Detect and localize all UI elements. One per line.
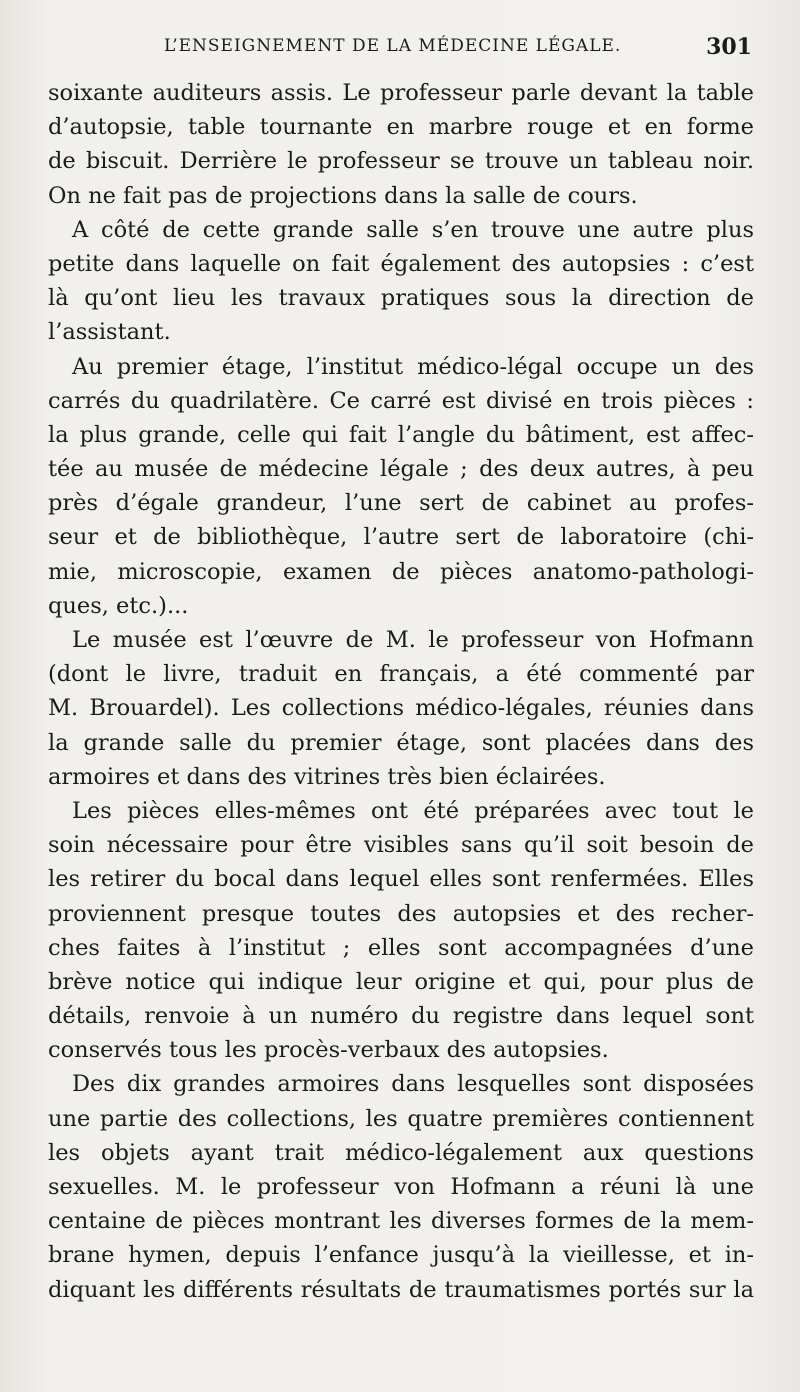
text-line: sexuelles. M. le professeur von Hofmann a réuni là une <box>48 1174 754 1200</box>
text-line: petite dans laquelle on fait également des autopsies : c’est <box>48 250 754 277</box>
paragraph <box>48 350 754 624</box>
text-line: Les pièces elles-mêmes ont été préparées avec tout le <box>72 797 754 824</box>
text-line: seur et de bibliothèque, l’autre sert de laboratoire (chi- <box>48 524 754 551</box>
text-line: l’assistant. <box>48 319 171 346</box>
text-line: détails, renvoie à un numéro du registre dans lequel sont <box>48 1003 754 1030</box>
body-text <box>48 76 754 1307</box>
running-head: L’ENSEIGNEMENT DE LA MÉDECINE LÉGALE. <box>164 36 622 56</box>
text-line: ques, etc.)... <box>48 592 189 619</box>
text-line: carrés du quadrilatère. Ce carré est divisé en trois pièces : <box>48 387 754 414</box>
text-line: conservés tous les procès-verbaux des autopsies. <box>48 1037 609 1064</box>
text-line: Des dix grandes armoires dans lesquelles sont disposées <box>72 1071 754 1098</box>
paragraph <box>48 1067 754 1306</box>
text-line: Au premier étage, l’institut médico-légal occupe un des <box>72 353 754 380</box>
text-line: près d’égale grandeur, l’une sert de cabinet au profes- <box>48 490 754 517</box>
paragraph <box>48 76 754 213</box>
paragraph <box>48 794 754 1068</box>
text-line: centaine de pièces montrant les diverses formes de la mem- <box>48 1208 754 1235</box>
text-line: brève notice qui indique leur origine et qui, pour plus de <box>48 968 754 995</box>
text-line: la grande salle du premier étage, sont placées dans des <box>48 729 754 756</box>
text-line: M. Brouardel). Les collections médico-légales, réunies dans <box>48 695 754 722</box>
text-line: (dont le livre, traduit en français, a été commenté par <box>48 661 754 688</box>
page-number: 301 <box>706 34 752 60</box>
text-line: On ne fait pas de projections dans la salle de cours. <box>48 182 638 209</box>
page-header <box>48 36 756 68</box>
text-line: armoires et dans des vitrines très bien éclairées. <box>48 763 606 790</box>
text-line: A côté de cette grande salle s’en trouve une autre plus <box>72 216 754 243</box>
text-line: ches faites à l’institut ; elles sont accompagnées d’une <box>48 934 754 961</box>
text-line: soin nécessaire pour être visibles sans qu’il soit besoin de <box>48 832 754 859</box>
text-line: les objets ayant trait médico-légalement aux questions <box>48 1139 754 1166</box>
text-line: la plus grande, celle qui fait l’angle du bâtiment, est affec- <box>48 421 754 448</box>
text-line: les retirer du bocal dans lequel elles sont renfermées. Elles <box>48 866 754 893</box>
text-line: mie, microscopie, examen de pièces anatomo-pathologi- <box>48 558 754 585</box>
paragraph <box>48 213 754 350</box>
text-line: proviennent presque toutes des autopsies et des recher- <box>48 900 754 927</box>
text-line: de biscuit. Derrière le professeur se trouve un tableau noir. <box>48 148 754 175</box>
paragraph <box>48 623 754 794</box>
text-line: Le musée est l’œuvre de M. le professeur von Hofmann <box>72 627 754 653</box>
text-line: diquant les différents résultats de traumatismes portés sur la <box>48 1276 754 1303</box>
text-line: une partie des collections, les quatre premières contiennent <box>48 1105 754 1132</box>
text-line: d’autopsie, table tournante en marbre rouge et en forme <box>48 114 754 141</box>
text-line: soixante auditeurs assis. Le professeur parle devant la table <box>48 80 754 106</box>
text-line: brane hymen, depuis l’enfance jusqu’à la vieillesse, et in- <box>48 1242 754 1269</box>
text-line: là qu’ont lieu les travaux pratiques sous la direction de <box>48 285 754 312</box>
text-line: tée au musée de médecine légale ; des deux autres, à peu <box>48 456 754 483</box>
